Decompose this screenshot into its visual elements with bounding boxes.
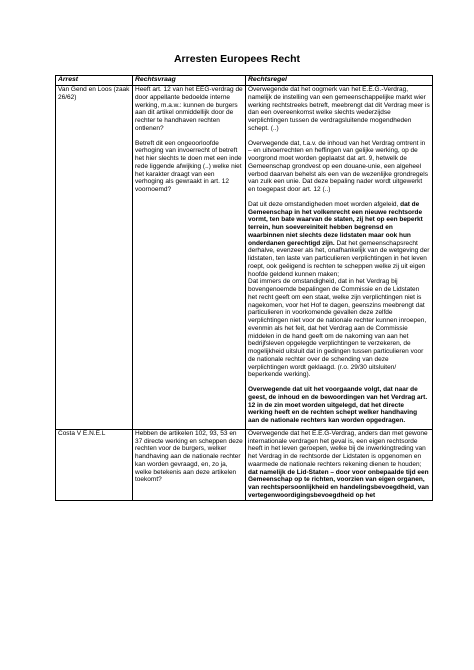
arrest-cell — [56, 86, 133, 430]
page-title: Arresten Europees Recht — [173, 53, 301, 65]
rechtsregel-text: Dat uit deze omstandigheden moet worden afgeleid, — [248, 200, 401, 208]
rechtsvraag-cell — [133, 86, 246, 430]
rechtsregel-cell — [246, 429, 433, 500]
column-header-arrest: Arrest — [56, 76, 133, 86]
arresten-table — [55, 75, 433, 501]
rechtsregel-emphasis: dat de Gemeenschap in het volkenrecht een nieuwe rechtsorde vormt, ten bate waarvan de staten, zij het op een beperkt terrein, hun soevereiniteit hebben begrensd en waarbinnen niet slechts deze lidstaten maar ook hun onderdanen gerechtigd zijn. — [248, 200, 423, 247]
rechtsregel-text: Overwegende dat het E.E.G-Verdrag, anders dan met gewone internationale verdragen het geval is, een eigen rechtsorde heeft in het leven geroepen, welke bij de inwerkingtreding van het Verdrag in de rechtsorde der Lidstaten is opgenomen en waarmede de nationale rechters rekening dienen te houden; — [248, 429, 428, 468]
column-header-rechtsregel: Rechtsregel — [246, 76, 433, 86]
rechtsregel-text: Dat het gemeenschapsrecht derhalve, evenzeer als het, onafhankelijk van de wetgeving der lidstaten, ten laste van particulieren verplichtingen in het leven roept, ook geëigend is rechten te scheppen welke zij uit eigen hoofde geldend kunnen maken; — [248, 239, 430, 278]
table-row — [56, 429, 433, 500]
rechtsvraag-paragraph: Hebben de artikelen 102, 93, 53 en 37 directe werking en scheppen deze rechten voor de burgers, welker handhaving aan de nationale rechter kan worden gevraagd, en, zo ja, welke betekenis aan deze artikelen toekomt? — [135, 429, 243, 484]
rechtsvraag-cell — [133, 429, 246, 500]
table-row — [56, 86, 433, 430]
rechtsregel-cell — [246, 86, 433, 430]
arrest-name: Costa V E.N.E.L — [58, 429, 106, 437]
rechtsregel-paragraph — [248, 430, 430, 500]
rechtsregel-paragraph: Overwegende dat, t.a.v. de inhoud van het Verdrag omtrent in – en uitvoerrechten en heffingen van gelijke werking, op de voorgrond moet worden geplaatst dat art. 9, hetwelk de Gemeenschap grondvest op een douane-unie, een algeheel verbod daarvan behelst als een van de wezenlijke grondregels van zulk een unie. Dat deze bepaling nader wordt uitgewerkt en toegepast door art. 12 (..) — [248, 139, 428, 193]
rechtsregel-paragraph: Dat immers de omstandigheid, dat in het Verdrag bij bovengenoemde bepalingen de Commissie en de Lidstaten het recht geeft om een staat, welke zijn verplichtingen niet is nagekomen, voor het Hof te dagen, geenszins meebrengt dat particulieren in voorkomende gevallen deze zelfde verplichtingen niet voor de nationale rechter kunnen inroepen, evenmin als het feit, dat het Verdrag aan de Commissie middelen in de hand geeft om de nakoming van aan het bedrijfsleven opgelegde verplichtingen te verzekeren, de mogelijkheid uitsluit dat in gedingen tussen particulieren voor de nationale rechter over de schending van deze verplichtingen wordt geklaagd. (r.o. 29/30 uitsluiten/ beperkende werking). — [248, 278, 427, 379]
rechtsregel-paragraph — [248, 201, 430, 279]
rechtsvraag-paragraph: Betreft dit een ongeoorloofde verhoging van invoerrecht of betreft het hier slechts te doen met een inde rede liggende afwijking (..) welke niet het karakter draagt van een verhoging als gewraakt in art. 12 voornoemd? — [135, 139, 242, 193]
rechtsregel-emphasis: dat namelijk de Lid-Staten – door voor onbepaalde tijd een Gemeenschap op te richten, voorzien van eigen organen, van rechtspersoonlijkheid en handelingsbevoegdheid, van vertegenwoordigingsbevoegdheid op het — [248, 468, 429, 499]
arrest-cell — [56, 429, 133, 500]
column-header-rechtsvraag: Rechtsvraag — [133, 76, 246, 86]
rechtsvraag-paragraph: Heeft art. 12 van het EEG-verdrag de door appellante bedoelde interne werking, m.a.w.: kunnen de burgers aan dit artikel onmiddellijk door de rechter te handhaven rechten ontlenen? — [135, 86, 243, 132]
rechtsregel-paragraph: Overwegende dat het oogmerk van het E.E.G.-Verdrag, namelijk de instelling van een gemeenschappelijke markt wier werking rechtstreeks betreft, meebrengt dat dit Verdrag meer is dan een overeenkomst welke slechts wederzijdse verplichtingen tussen de verdragsluitende mogendheden schept. (..) — [248, 86, 430, 132]
rechtsregel-conclusion: Overwegende dat uit het voorgaande volgt, dat naar de geest, de inhoud en de bewoordingen van het Verdrag art. 12 in de zin moet worden uitgelegd, dat het directe werking heeft en de rechten schept welker handhaving aan de nationale rechters kan worden opgedragen. — [248, 386, 428, 424]
arrest-name: Van Gend en Loos (zaak 26/62) — [58, 86, 130, 101]
table-header-row — [56, 76, 433, 86]
